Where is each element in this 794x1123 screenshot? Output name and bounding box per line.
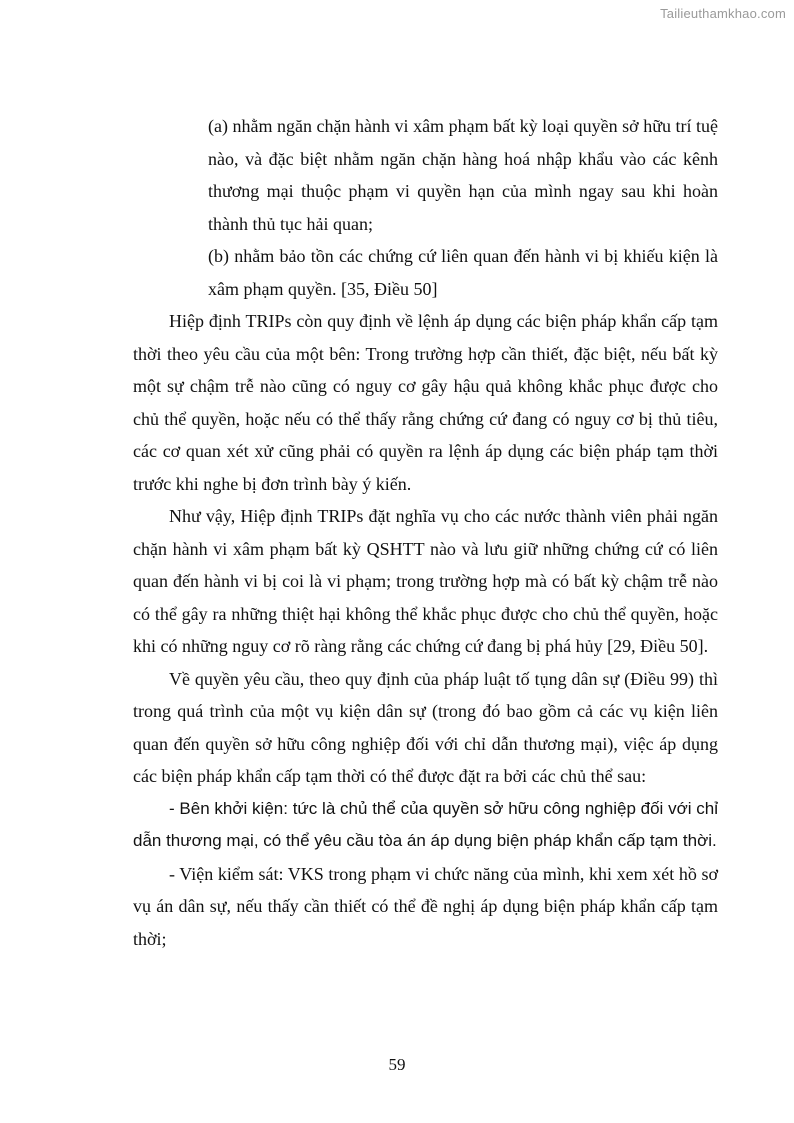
list-item-plaintiff: - Bên khởi kiện: tức là chủ thể của quyền sở hữu công nghiệp đối với chỉ dẫn thương mại, có thể yêu cầu tòa án áp dụng biện pháp khẩn cấp tạm thời. <box>133 798 718 850</box>
quote-item-b: (b) nhằm bảo tồn các chứng cứ liên quan đến hành vi bị khiếu kiện là xâm phạm quyền. [35, Điều 50] <box>208 246 718 299</box>
page-number: 59 <box>388 1055 406 1074</box>
quote-item-a: (a) nhằm ngăn chặn hành vi xâm phạm bất kỳ loại quyền sở hữu trí tuệ nào, và đặc biệt nhằm ngăn chặn hàng hoá nhập khẩu vào các kênh thương mại thuộc phạm vi quyền hạn của mình ngay sau khi hoàn thành thủ tục hải quan; <box>208 116 718 234</box>
document-body <box>133 110 718 955</box>
watermark: Tailieuthamkhao.com <box>660 6 786 21</box>
paragraph-trips-provisional-measures: Hiệp định TRIPs còn quy định về lệnh áp dụng các biện pháp khẩn cấp tạm thời theo yêu cầu của một bên: Trong trường hợp cần thiết, đặc biệt, nếu bất kỳ một sự chậm trễ nào cũng có nguy cơ gây hậu quả không khắc phục được cho chủ thể quyền, hoặc nếu có thể thấy rằng chứng cứ đang có nguy cơ bị thủ tiêu, các cơ quan xét xử cũng phải có quyền ra lệnh áp dụng các biện pháp tạm thời trước khi nghe bị đơn trình bày ý kiến. <box>133 311 718 494</box>
paragraph-right-to-request: Về quyền yêu cầu, theo quy định của pháp luật tố tụng dân sự (Điều 99) thì trong quá trình của một vụ kiện dân sự (trong đó bao gồm cả các vụ kiện liên quan đến quyền sở hữu công nghiệp đối với chỉ dẫn thương mại), việc áp dụng các biện pháp khẩn cấp tạm thời có thể được đặt ra bởi các chủ thể sau: <box>133 668 718 786</box>
list-item-procuracy: - Viện kiểm sát: VKS trong phạm vi chức năng của mình, khi xem xét hồ sơ vụ án dân sự, nếu thấy cần thiết có thể đề nghị áp dụng biện pháp khẩn cấp tạm thời; <box>133 863 718 949</box>
paragraph-trips-obligations: Như vậy, Hiệp định TRIPs đặt nghĩa vụ cho các nước thành viên phải ngăn chặn hành vi xâm phạm bất kỳ QSHTT nào và lưu giữ những chứng cứ có liên quan đến hành vi bị coi là vi phạm; trong trường hợp mà có bất kỳ chậm trễ nào có thể gây ra những thiệt hại không thể khắc phục được cho chủ thể quyền, hoặc khi có những nguy cơ rõ ràng rằng các chứng cứ đang bị phá hủy [29, Điều 50]. <box>133 506 718 656</box>
